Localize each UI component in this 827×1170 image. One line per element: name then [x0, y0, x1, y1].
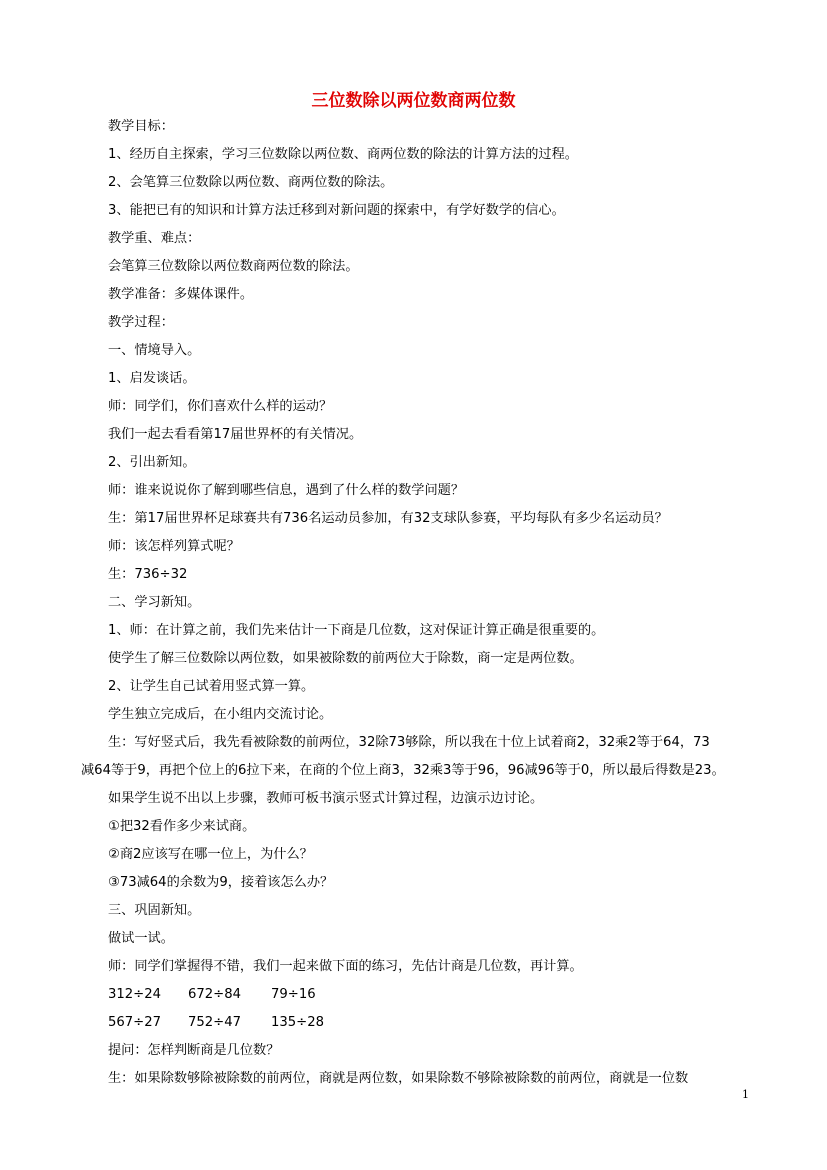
text-line: 我们一起去看看第17届世界杯的有关情况。 — [108, 427, 363, 442]
text-line: 如果学生说不出以上步骤，教师可板书演示竖式计算过程，边演示边讨论。 — [108, 791, 544, 806]
text-line: 使学生了解三位数除以两位数，如果被除数的前两位大于除数，商一定是两位数。 — [108, 651, 583, 666]
text-line: 减64等于9，再把个位上的6拉下来，在商的个位上商3，32乘3等于96，96减96等于0，所以最后得数是23。 — [81, 763, 725, 778]
text-line: ①把32看作多少来试商。 — [108, 819, 256, 834]
page-number: 1 — [742, 1088, 749, 1101]
text-line: 师：该怎样列算式呢？ — [108, 539, 240, 554]
text-line: 1、经历自主探索，学习三位数除以两位数、商两位数的除法的计算方法的过程。 — [108, 147, 578, 162]
text-line: 三、巩固新知。 — [108, 903, 201, 918]
text-line: 提问：怎样判断商是几位数？ — [108, 1043, 280, 1058]
exercise-item: 752÷47 — [188, 1015, 242, 1030]
text-line: 师：同学们，你们喜欢什么样的运动？ — [108, 399, 333, 414]
text-line: 教学目标： — [108, 119, 174, 134]
text-line: 二、学习新知。 — [108, 595, 201, 610]
text-line: 会笔算三位数除以两位数商两位数的除法。 — [108, 259, 359, 274]
text-line: 生：写好竖式后，我先看被除数的前两位，32除73够除，所以我在十位上试着商2，32乘2等于64，73 — [108, 735, 710, 750]
text-line: ②商2应该写在哪一位上，为什么？ — [108, 847, 313, 862]
text-line: 教学重、难点： — [108, 231, 201, 246]
exercise-item: 79÷16 — [271, 987, 316, 1002]
text-line: 1、师：在计算之前，我们先来估计一下商是几位数，这对保证计算正确是很重要的。 — [108, 623, 605, 638]
exercise-item: 312÷24 — [108, 987, 162, 1002]
text-line: 生：第17届世界杯足球赛共有736名运动员参加，有32支球队参赛，平均每队有多少名运动员？ — [108, 511, 668, 526]
exercise-item: 567÷27 — [108, 1015, 162, 1030]
text-line: 学生独立完成后，在小组内交流讨论。 — [108, 707, 333, 722]
text-line: ③73减64的余数为9，接着该怎么办？ — [108, 875, 334, 890]
text-line: 教学过程： — [108, 315, 174, 330]
exercise-item: 135÷28 — [271, 1015, 325, 1030]
exercise-row — [108, 1009, 758, 1037]
text-line: 生：如果除数够除被除数的前两位，商就是两位数，如果除数不够除被除数的前两位，商就是一位数 — [108, 1071, 689, 1086]
text-line: 3、能把已有的知识和计算方法迁移到对新问题的探索中，有学好数学的信心。 — [108, 203, 565, 218]
text-line: 师：同学们掌握得不错，我们一起来做下面的练习，先估计商是几位数，再计算。 — [108, 959, 583, 974]
text-line: 一、情境导入。 — [108, 343, 201, 358]
exercise-row — [108, 981, 758, 1009]
text-line: 2、引出新知。 — [108, 455, 196, 470]
exercise-item: 672÷84 — [188, 987, 242, 1002]
page-title: 三位数除以两位数商两位数 — [311, 91, 516, 111]
text-line: 2、会笔算三位数除以两位数、商两位数的除法。 — [108, 175, 394, 190]
text-line: 1、启发谈话。 — [108, 371, 196, 386]
text-line: 教学准备：多媒体课件。 — [108, 287, 254, 302]
body-text — [81, 113, 758, 1093]
text-line: 做试一试。 — [108, 931, 174, 946]
text-line: 师：谁来说说你了解到哪些信息，遇到了什么样的数学问题？ — [108, 483, 465, 498]
text-line: 2、让学生自己试着用竖式算一算。 — [108, 679, 315, 694]
text-line: 生：736÷32 — [108, 567, 188, 582]
